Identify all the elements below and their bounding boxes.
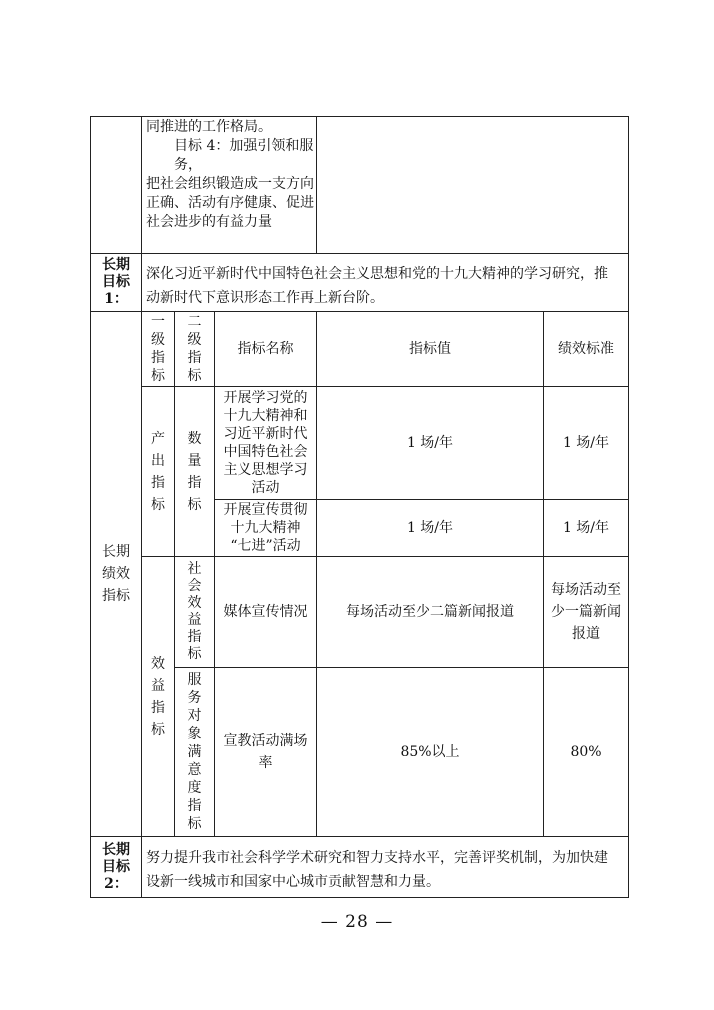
goal2-text-line: 努力提升我市社会科学学术研究和智力支持水平，完善评奖机制，为加快建 xyxy=(146,850,608,866)
social-label-char: 会 xyxy=(187,578,202,594)
row1-performance-standard: 1 场/年 xyxy=(562,434,610,451)
row1-name-line: 开展学习党的 xyxy=(223,390,308,406)
social-label-char: 益 xyxy=(187,612,202,628)
social-label-char: 标 xyxy=(187,646,202,662)
row2-name-line: “七进”活动 xyxy=(230,538,301,554)
row1-name-line: 中国特色社会 xyxy=(223,444,308,460)
row4-indicator-value: 85%以上 xyxy=(400,743,460,760)
quantity-label-char: 指 xyxy=(187,474,202,491)
social-label-char: 社 xyxy=(187,561,202,577)
rule-right xyxy=(628,116,629,898)
satisfaction-label-char: 对 xyxy=(187,708,202,724)
row4-name-line: 率 xyxy=(258,755,273,771)
header-level2 xyxy=(175,312,214,386)
top-row-line: 目标 4：加强引领和服务， xyxy=(174,138,314,173)
quantity-label-char: 数 xyxy=(187,430,202,447)
section-label-line: 绩效 xyxy=(102,566,130,582)
output-label-char: 标 xyxy=(151,496,165,513)
header-level2-char: 二 xyxy=(187,314,202,330)
top-row-line: 同推进的工作格局。 xyxy=(146,119,272,135)
row3-performance-standard xyxy=(544,557,628,667)
benefit-label-char: 效 xyxy=(151,655,165,672)
row3-indicator-name: 媒体宣传情况 xyxy=(223,603,308,620)
rule-indicators-bottom xyxy=(90,836,629,837)
goal2-label-line: 目标 xyxy=(102,858,130,875)
row1-name-line: 习近平新时代 xyxy=(223,426,308,442)
row4-indicator-name xyxy=(215,668,316,836)
goal1-label-line: 目标 xyxy=(102,274,130,290)
output-label-char: 指 xyxy=(151,474,165,491)
output-label-char: 出 xyxy=(151,452,165,469)
goal2-label-line: 2： xyxy=(104,875,128,892)
header-level1-char: 标 xyxy=(151,368,165,384)
header-level1-char: 指 xyxy=(151,350,165,366)
row1-name-line: 活动 xyxy=(251,480,280,496)
header-level2-char: 级 xyxy=(187,332,202,348)
top-row-line: 社会进步的有益力量 xyxy=(146,214,272,230)
top-row-line: 把社会组织锻造成一支方向 xyxy=(146,176,314,192)
rule-top xyxy=(90,116,629,117)
goal1-text xyxy=(146,262,626,310)
goal1-label-line: 长期 xyxy=(102,257,130,273)
quantity-label-char: 量 xyxy=(187,452,202,469)
satisfaction-label-char: 意 xyxy=(187,762,202,778)
goal1-label-line: 1： xyxy=(104,291,128,307)
header-level1-char: 一 xyxy=(151,314,165,330)
header-level2-char: 指 xyxy=(187,350,202,366)
quantity-indicator-label xyxy=(175,387,214,556)
satisfaction-indicator-label xyxy=(175,668,214,836)
output-label-char: 产 xyxy=(151,430,165,447)
header-level1 xyxy=(142,312,174,386)
rule-bottom xyxy=(90,897,629,898)
rule-goal1-top xyxy=(90,253,629,254)
page-number: — 28 — xyxy=(320,912,394,932)
row1-indicator-name xyxy=(215,387,316,499)
benefit-label-char: 指 xyxy=(151,699,165,716)
rule-top-mid xyxy=(316,116,317,254)
header-indicator-name: 指标名称 xyxy=(237,340,294,357)
row2-indicator-name xyxy=(215,500,316,556)
row1-indicator-value: 1 场/年 xyxy=(406,434,454,451)
goal1-label xyxy=(91,254,141,311)
row4-name-line: 宣教活动满场 xyxy=(223,733,308,749)
long-term-indicators-label xyxy=(91,312,141,836)
benefit-label-char: 益 xyxy=(151,677,165,694)
goal2-text xyxy=(146,846,626,894)
row2-indicator-value: 1 场/年 xyxy=(406,519,454,536)
satisfaction-label-char: 务 xyxy=(187,690,202,706)
benefit-indicator-label xyxy=(142,557,174,836)
satisfaction-label-char: 指 xyxy=(187,798,202,814)
goal2-text-line: 设新一线城市和国家中心城市贡献智慧和力量。 xyxy=(146,874,440,890)
row2-name-line: 十九大精神 xyxy=(230,520,301,536)
row3-indicator-value: 每场活动至少二篇新闻报道 xyxy=(346,603,514,620)
row1-name-line: 十九大精神和 xyxy=(223,408,308,424)
top-row-line: 正确、活动有序健康、促进 xyxy=(146,195,314,211)
top-row-text xyxy=(146,118,314,232)
satisfaction-label-char: 象 xyxy=(187,726,202,742)
satisfaction-label-char: 度 xyxy=(187,780,202,796)
row3-standard-line: 报道 xyxy=(572,626,600,642)
social-benefit-label xyxy=(175,557,214,667)
satisfaction-label-char: 服 xyxy=(187,672,202,688)
goal1-text-line: 深化习近平新时代中国特色社会主义思想和党的十九大精神的学习研究，推 xyxy=(146,266,608,282)
row1-name-line: 主义思想学习 xyxy=(223,462,308,478)
row2-performance-standard: 1 场/年 xyxy=(562,519,610,536)
row4-performance-standard: 80% xyxy=(570,743,602,760)
satisfaction-label-char: 满 xyxy=(187,744,202,760)
output-indicator-label xyxy=(142,387,174,556)
header-indicator-value: 指标值 xyxy=(409,340,451,357)
goal1-text-line: 动新时代下意识形态工作再上新台阶。 xyxy=(146,290,384,306)
satisfaction-label-char: 标 xyxy=(187,816,202,832)
social-label-char: 效 xyxy=(187,595,202,611)
goal2-label-line: 长期 xyxy=(102,841,130,858)
row3-standard-line: 每场活动至 xyxy=(551,582,621,598)
header-level1-char: 级 xyxy=(151,332,165,348)
row3-standard-line: 少一篇新闻 xyxy=(551,604,621,620)
section-label-line: 指标 xyxy=(102,588,130,604)
row2-name-line: 开展宣传贯彻 xyxy=(223,502,308,518)
header-performance-standard: 绩效标准 xyxy=(558,340,614,357)
header-level2-char: 标 xyxy=(187,368,202,384)
section-label-line: 长期 xyxy=(102,544,130,560)
quantity-label-char: 标 xyxy=(187,496,202,513)
goal2-label xyxy=(91,837,141,897)
social-label-char: 指 xyxy=(187,629,202,645)
benefit-label-char: 标 xyxy=(151,721,165,738)
